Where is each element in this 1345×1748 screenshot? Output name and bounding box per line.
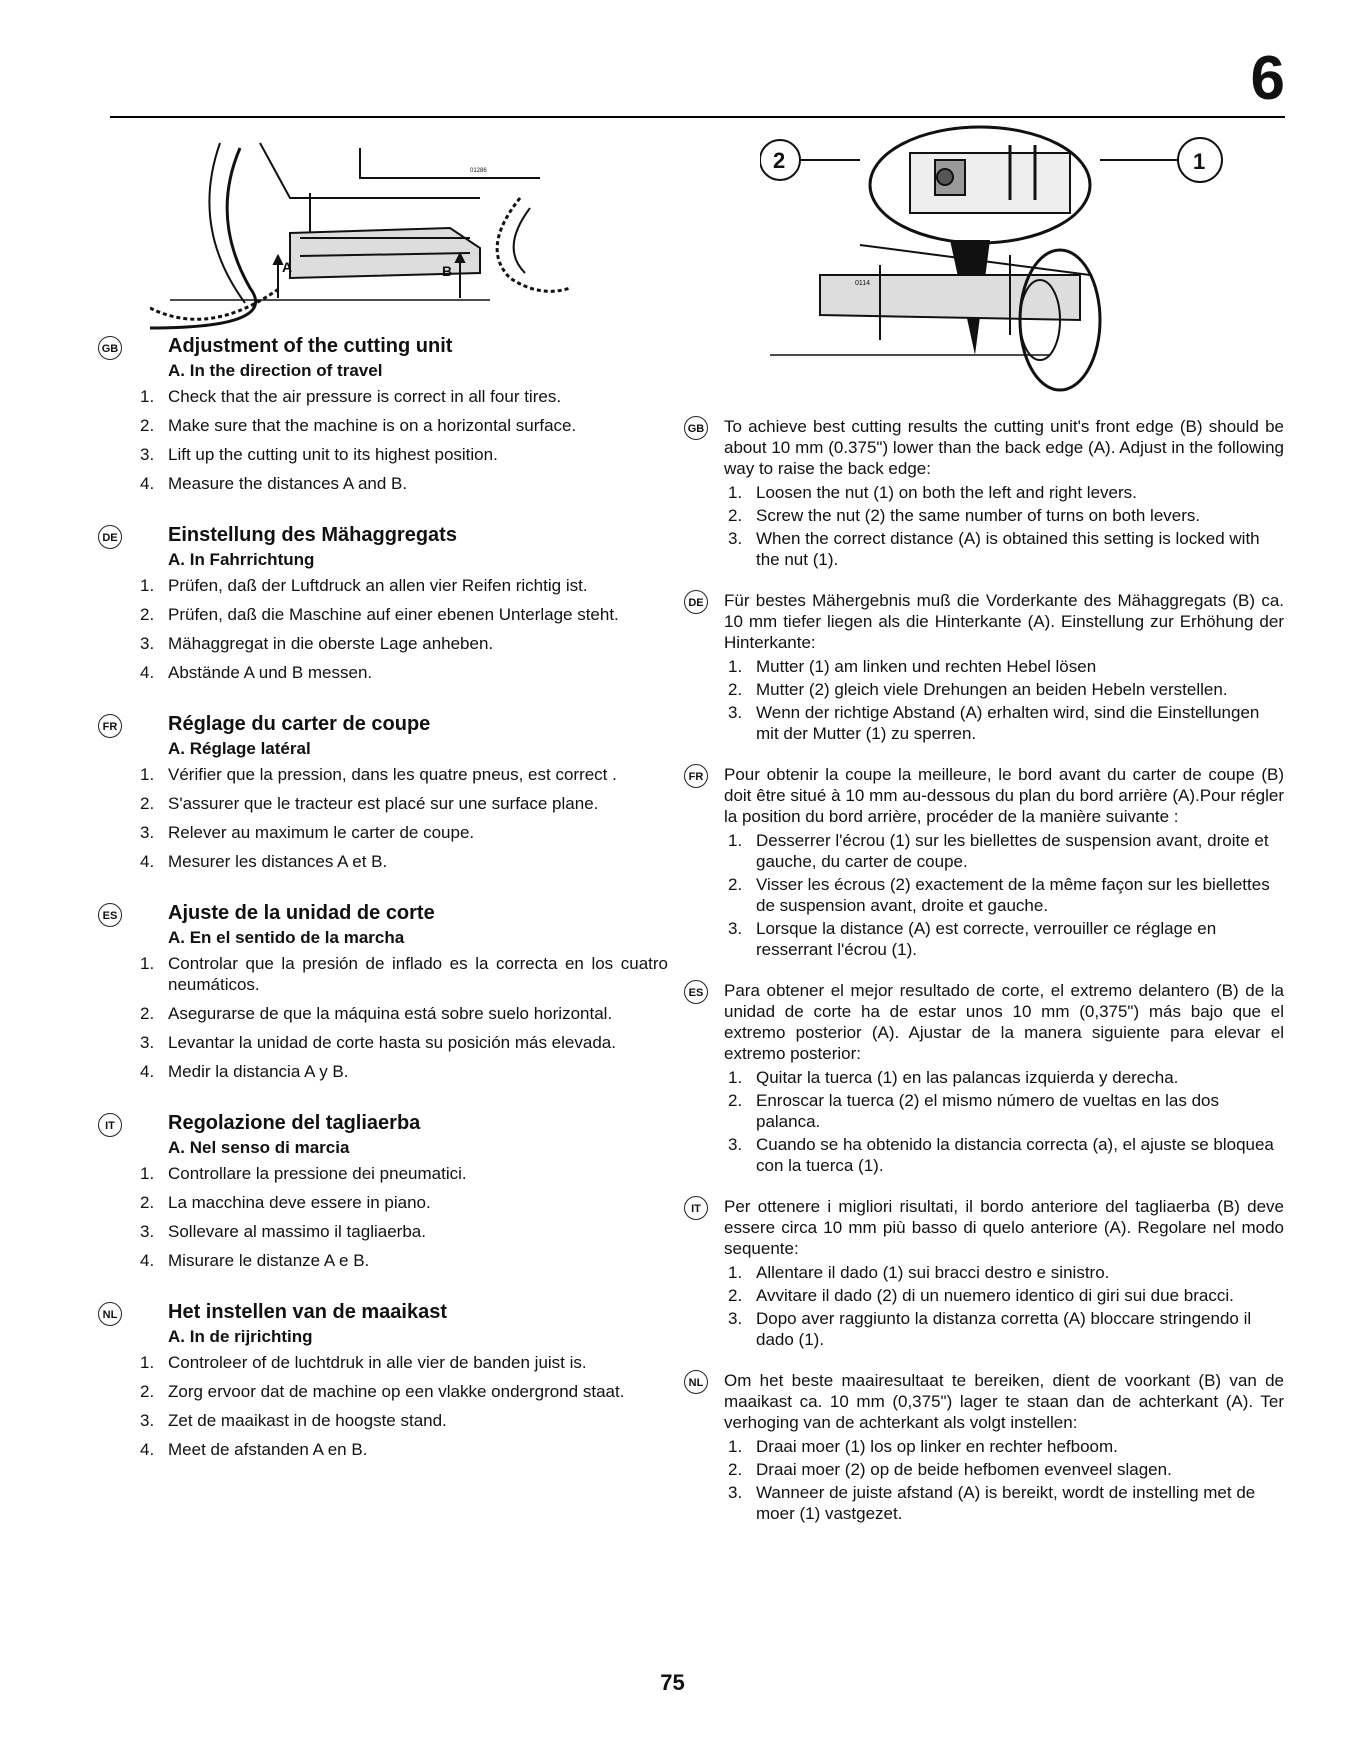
steps-list [138,386,668,494]
page-number: 75 [660,1670,685,1695]
step-text: Screw the nut (2) the same number of turns on both levers. [756,506,1201,525]
step-number: 3. [728,1135,743,1154]
step-item [138,953,668,995]
section-title: Einstellung des Mähaggregats [168,524,457,546]
step-number: 1. [140,1353,155,1372]
section-nl [688,1370,1284,1524]
section-intro: To achieve best cutting results the cutting unit's front edge (B) should be about 10 mm (0.375") lower than the back edge (A). Adjust in the following way to raise the back edge: [724,417,1284,478]
step-number: 2. [728,680,743,699]
language-badge: ES [684,980,708,1004]
step-number: 1. [728,1068,743,1087]
step-number: 2. [140,1382,155,1401]
step-text: Prüfen, daß der Luftdruck an allen vier Reifen richtig ist. [168,576,588,595]
steps-list [724,1436,1284,1524]
step-text: Zorg ervoor dat de machine op een vlakke ondergrond staat. [168,1382,625,1401]
step-item [138,1003,668,1024]
step-number: 3. [728,703,743,722]
step-item [724,874,1284,916]
section-subtitle: A. Réglage latéral [168,739,311,758]
step-text: Dopo aver raggiunto la distanza corretta (A) bloccare stringendo il dado (1). [756,1309,1252,1349]
step-text: Relever au maximum le carter de coupe. [168,823,475,842]
step-item [138,1032,668,1053]
step-number: 2. [140,416,155,435]
step-item [138,822,668,843]
svg-text:2: 2 [773,148,786,173]
section-de [102,523,668,683]
language-badge: NL [684,1370,708,1394]
section-de [688,590,1284,744]
step-number: 3. [728,529,743,548]
step-item [138,1163,668,1184]
step-number: 3. [728,919,743,938]
step-number: 4. [140,1062,155,1081]
step-item [138,633,668,654]
step-number: 4. [140,852,155,871]
step-text: Measure the distances A and B. [168,474,408,493]
step-text: Asegurarse de que la máquina está sobre suelo horizontal. [168,1004,613,1023]
right-column [687,416,1284,1544]
step-number: 3. [140,445,155,464]
step-text: Abstände A und B messen. [168,663,373,682]
section-gb [101,334,668,494]
step-text: Misurare le distanze A e B. [168,1251,370,1270]
section-subtitle: A. In Fahrrichtung [168,550,315,569]
step-number: 3. [140,1222,155,1241]
step-number: 3. [140,1033,155,1052]
step-item [724,1482,1284,1524]
section-intro: Per ottenere i migliori risultati, il bordo anteriore del tagliaerba (B) deve essere circa 10 mm più basso di quelo anteriore (A). Regolare nel modo sequente: [724,1197,1284,1258]
step-text: Mesurer les distances A et B. [168,852,388,871]
section-subtitle: A. In the direction of travel [168,361,383,380]
step-text: Levantar la unidad de corte hasta su posición más elevada. [168,1033,616,1052]
lever-nut-detail-illustration [760,125,1280,415]
step-item [724,1285,1284,1306]
section-subtitle: A. En el sentido de la marcha [168,928,405,947]
step-number: 3. [140,634,155,653]
section-es [688,980,1284,1176]
step-text: La macchina deve essere in piano. [168,1193,431,1212]
step-item [138,415,668,436]
step-number: 2. [728,875,743,894]
step-text: When the correct distance (A) is obtained this setting is locked with the nut (1). [756,529,1260,569]
step-item [138,1352,668,1373]
step-text: Cuando se ha obtenido la distancia correcta (a), el ajuste se bloquea con la tuerca (1). [756,1135,1274,1175]
step-text: Controleer of de luchtdruk in alle vier de banden juist is. [168,1353,587,1372]
step-number: 3. [728,1309,743,1328]
step-text: Wenn der richtige Abstand (A) erhalten wird, sind die Einstellungen mit der Mutter (1) zu sperren. [756,703,1260,743]
language-badge: DE [684,590,708,614]
step-item [138,1192,668,1213]
step-number: 4. [140,1440,155,1459]
section-title: Het instellen van de maaikast [168,1301,448,1323]
step-item [724,1262,1284,1283]
step-number: 2. [728,506,743,525]
step-number: 1. [140,765,155,784]
steps-list [724,1262,1284,1350]
step-text: Lorsque la distance (A) est correcte, verrouiller ce réglage en resserrant l'écrou (1). [756,919,1217,959]
step-item [138,444,668,465]
step-item [724,679,1284,700]
step-text: Controllare la pressione dei pneumatici. [168,1164,467,1183]
step-item [724,528,1284,570]
step-number: 4. [140,663,155,682]
distance-a-label: A [282,259,293,275]
steps-list [724,656,1284,744]
step-number: 1. [140,1164,155,1183]
step-item [138,575,668,596]
language-badge: FR [684,764,708,788]
figure-code: 01286 [470,168,487,174]
left-column [101,334,668,1489]
section-fr [102,712,668,872]
steps-list [138,575,668,683]
step-text: Mutter (2) gleich viele Drehungen an beiden Hebeln verstellen. [756,680,1228,699]
step-item [724,1308,1284,1350]
distance-b-label: B [442,263,453,279]
step-text: Vérifier que la pression, dans les quatre pneus, est correct . [168,765,617,784]
step-item [138,1439,668,1460]
steps-list [138,1352,668,1460]
section-intro: Om het beste maairesultaat te bereiken, dient de voorkant (B) van de maaikast ca. 10 mm (0,375") lager te staan dan de achterkant (A). Ter verhoging van de achterkant als volgt instellen: [724,1371,1284,1432]
step-item [724,505,1284,526]
figure-code: 0114 [855,280,871,287]
step-item [724,702,1284,744]
step-item [724,656,1284,677]
section-subtitle: A. Nel senso di marcia [168,1138,350,1157]
chapter-number: 6 [1250,44,1285,113]
step-text: Make sure that the machine is on a horizontal surface. [168,416,577,435]
step-text: Wanneer de juiste afstand (A) is bereikt, wordt de instelling met de moer (1) vastgezet. [756,1483,1256,1523]
step-item [138,604,668,625]
step-number: 2. [140,1193,155,1212]
step-number: 1. [140,576,155,595]
step-text: Allentare il dado (1) sui bracci destro e sinistro. [756,1263,1110,1282]
language-badge: GB [684,416,708,440]
language-badge: IT [684,1196,708,1220]
step-item [138,662,668,683]
step-item [724,830,1284,872]
section-title: Ajuste de la unidad de corte [168,902,435,924]
step-text: Lift up the cutting unit to its highest position. [168,445,498,464]
step-text: Desserrer l'écrou (1) sur les biellettes de suspension avant, droite et gauche, du carter de coupe. [756,831,1269,871]
step-number: 3. [728,1483,743,1502]
step-text: Loosen the nut (1) on both the left and right levers. [756,483,1137,502]
steps-list [724,830,1284,960]
steps-list [724,482,1284,570]
cutting-unit-side-illustration [150,138,640,338]
step-number: 2. [728,1286,743,1305]
section-title: Réglage du carter de coupe [168,713,431,735]
steps-list [138,953,668,1082]
steps-list [138,764,668,872]
step-item [138,1250,668,1271]
step-text: Quitar la tuerca (1) en las palancas izquierda y derecha. [756,1068,1179,1087]
step-item [138,1061,668,1082]
language-badge: IT [98,1113,122,1137]
step-text: Meet de afstanden A en B. [168,1440,368,1459]
step-number: 1. [728,1263,743,1282]
step-text: Mutter (1) am linken und rechten Hebel lösen [756,657,1097,676]
step-item [724,1459,1284,1480]
step-item [724,918,1284,960]
section-subtitle: A. In de rijrichting [168,1327,313,1346]
step-text: Sollevare al massimo il tagliaerba. [168,1222,426,1241]
step-text: Visser les écrous (2) exactement de la même façon sur les biellettes de suspension avant, droite et gauche. [756,875,1270,915]
step-item [138,473,668,494]
section-intro: Pour obtenir la coupe la meilleure, le bord avant du carter de coupe (B) doit être situé à 10 mm au-dessous du plan du bord arrière (A).Pour régler la position du bord arrière, procéder de la manière suivante : [724,765,1284,826]
step-number: 2. [140,605,155,624]
step-item [138,386,668,407]
language-badge: FR [98,714,122,738]
language-badge: GB [98,336,122,360]
step-item [724,482,1284,503]
step-text: Zet de maaikast in de hoogste stand. [168,1411,447,1430]
section-gb [687,416,1284,570]
step-item [138,764,668,785]
step-text: S'assurer que le tracteur est placé sur une surface plane. [168,794,599,813]
step-number: 1. [728,1437,743,1456]
section-it [691,1196,1284,1350]
step-number: 2. [728,1460,743,1479]
step-number: 4. [140,1251,155,1270]
step-number: 3. [140,823,155,842]
step-number: 3. [140,1411,155,1430]
step-item [138,1221,668,1242]
step-item [724,1134,1284,1176]
section-intro: Para obtener el mejor resultado de corte, el extremo delantero (B) de la unidad de corte ha de estar unos 10 mm (0,375") más bajo que el extremo posterior (A). Ajustar de la manera siguiente para elevar el extremo posterior: [724,981,1284,1063]
step-item [724,1436,1284,1457]
step-number: 2. [140,1004,155,1023]
step-text: Prüfen, daß die Maschine auf einer ebenen Unterlage steht. [168,605,619,624]
step-item [138,1410,668,1431]
section-title: Regolazione del tagliaerba [168,1112,421,1134]
step-text: Medir la distancia A y B. [168,1062,349,1081]
svg-text:1: 1 [1193,149,1206,174]
step-number: 1. [728,483,743,502]
header-rule [110,116,1285,118]
step-text: Mähaggregat in die oberste Lage anheben. [168,634,494,653]
step-item [138,1381,668,1402]
language-badge: NL [98,1302,122,1326]
section-title: Adjustment of the cutting unit [168,335,453,357]
step-item [724,1067,1284,1088]
step-number: 1. [140,387,155,406]
step-number: 2. [728,1091,743,1110]
step-number: 1. [140,954,155,973]
step-text: Check that the air pressure is correct in all four tires. [168,387,562,406]
step-text: Draai moer (1) los op linker en rechter hefboom. [756,1437,1118,1456]
section-es [102,901,668,1082]
section-nl [102,1300,668,1460]
steps-list [138,1163,668,1271]
step-text: Draai moer (2) op de beide hefbomen evenveel slagen. [756,1460,1172,1479]
language-badge: ES [98,903,122,927]
step-number: 2. [140,794,155,813]
steps-list [724,1067,1284,1176]
section-fr [688,764,1284,960]
step-item [724,1090,1284,1132]
section-it [105,1111,668,1271]
step-number: 4. [140,474,155,493]
section-intro: Für bestes Mähergebnis muß die Vorderkante des Mähaggregats (B) ca. 10 mm tiefer liegen als die Hinterkante (A). Einstellung zur Erhöhung der Hinterkante: [724,591,1284,652]
step-item [138,851,668,872]
step-text: Avvitare il dado (2) di un nuemero identico di giri sui due bracci. [756,1286,1234,1305]
language-badge: DE [98,525,122,549]
step-number: 1. [728,657,743,676]
step-item [138,793,668,814]
step-number: 1. [728,831,743,850]
step-text: Enroscar la tuerca (2) el mismo número de vueltas en las dos palanca. [756,1091,1219,1131]
step-text: Controlar que la presión de inflado es la correcta en los cuatro neumáticos. [168,954,668,994]
